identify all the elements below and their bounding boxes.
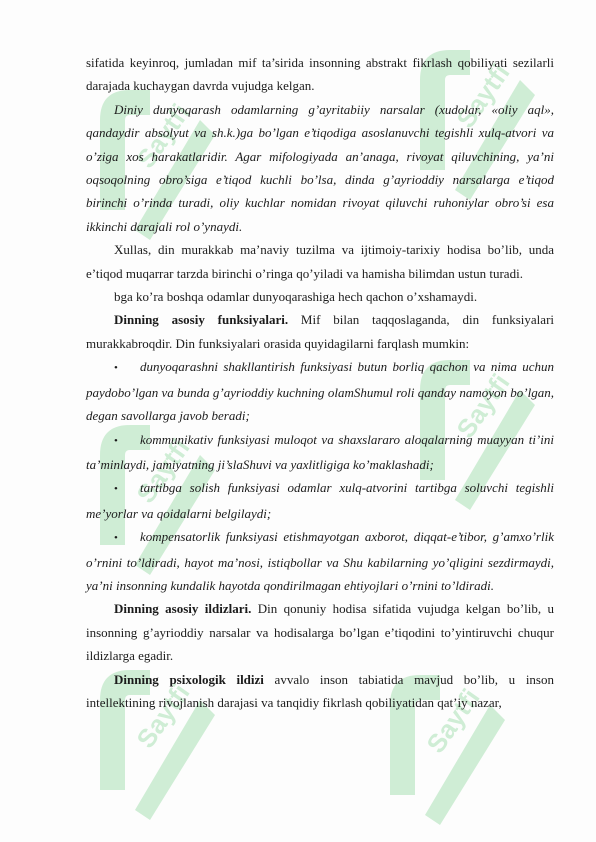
list-item (86, 476, 554, 525)
paragraph-text: Mif bilan taqqoslaganda, din funksiyalari murakkabroqdir. Din funksiyalari orasida quyidagilarni farqlash mumkin: (86, 312, 555, 351)
list-item (86, 525, 554, 597)
bullet-icon: • (114, 362, 118, 375)
paragraph: bga ko’ra boshqa odamlar dunyoqarashiga hech qachon o’xshamaydi. (114, 289, 478, 305)
paragraph: sifatida keyinroq, jumladan mif ta’sirida insonning abstrakt fikrlash qobiliyati sezilarli darajada kuchaygan davrda vujudga kelgan. (86, 55, 554, 94)
watermark-text: Saytfi (130, 433, 196, 509)
paragraph-functions (86, 308, 554, 355)
bullet-icon: • (114, 483, 118, 496)
paragraph: Xullas, din murakkab ma’naviy tuzilma va ijtimoiy-tarixiy hodisa bo’lib, unda e’tiqod muqarrar tarzda birinchi o’ringa qo’yiladi va hamisha bilimdan ustun turadi. (86, 242, 554, 281)
section-heading: Dinning asosiy ildizlari. (114, 601, 252, 617)
list-item (86, 428, 554, 477)
watermark-text: Saytfi (450, 58, 516, 134)
list-item-text: tartibga solish funksiyasi odamlar xulq-atvorini tartibga soluvchi tegishli me’yorlar va qoidalarni belgilaydi; (86, 480, 554, 521)
paragraph-psychological (86, 668, 554, 715)
watermark-text: Saytfi (450, 368, 516, 444)
paragraph-definition: Diniy dunyoqarash odamlarning g’ayritabiiy narsalar (xudolar, «oliy aql», qandaydir absolyut va sh.k.)ga bo’lgan e’tiqodiga asoslanuvchi tegishli xulq-atvori va o’ziga xos harakatlaridir. Agar mifologiyada an’anaga, rivoyat qiluvchining, ya’ni oqsoqolning obro’siga e’tiqod kuchli bo’lsa, dinda g’ayrioddiy narsalarga e’tiqod birinchi o’rinda turadi, oliy kuchlar nomidan rivoyat qiluvchi ruhoniylar obro’si esa ikkinchi darajali rol o’ynaydi. (86, 101, 554, 234)
section-heading: Dinning asosiy funksiyalari. (114, 312, 289, 328)
list-item-text: kommunikativ funksiyasi muloqot va shaxslararo aloqalarning muayyan ti’ini ta’minlaydi, jamiyatning ji’slaShuvi va yaxlitligiga ko’maklashadi; (86, 431, 554, 472)
watermark-text: Saytfi (130, 98, 196, 174)
list-item (86, 355, 554, 427)
list-item-text: dunyoqarashni shakllantirish funksiyasi butun borliq qachon va nima uchun paydobo’lgan va bunda g’ayrioddiy kuchning olamShumul roli qanday namoyon bo’lgan, degan savollarga javob beradi; (86, 359, 554, 424)
paragraph-text: Din qonuniy hodisa sifatida vujudga kelgan bo’lib, u insonning g’ayrioddiy narsalar va hodisalarga bo’lgan e’tiqodini to’yintiruvchi chuqur ildizlarga egadir. (86, 601, 554, 664)
list-item-text: kompensatorlik funksiyasi etishmayotgan axborot, diqqat-e’tibor, g’amxo’rlik o’rnini to’ldiradi, hayot ma’nosi, istiqbollar va Shu kabilarning yo’qligini sezdirmaydi, ya’ni insonning kundalik hayotda qondirilmagan ehtiyojlari o’rnini to’ldiradi. (86, 529, 554, 593)
document-page (86, 51, 554, 714)
watermark-text: Saytfi (420, 683, 486, 759)
bullet-icon: • (114, 434, 118, 447)
paragraph-text: avvalo inson tabiatida mavjud bo’lib, u inson intellektining rivojlanish darajasi va tanqidiy fikrlash qobiliyatidan qat’iy nazar, (86, 671, 554, 710)
watermark-text: Saytfi (130, 678, 196, 754)
section-heading: Dinning psixologik ildizi (114, 671, 264, 687)
bullet-icon: • (114, 532, 118, 545)
paragraph-roots (86, 597, 554, 667)
